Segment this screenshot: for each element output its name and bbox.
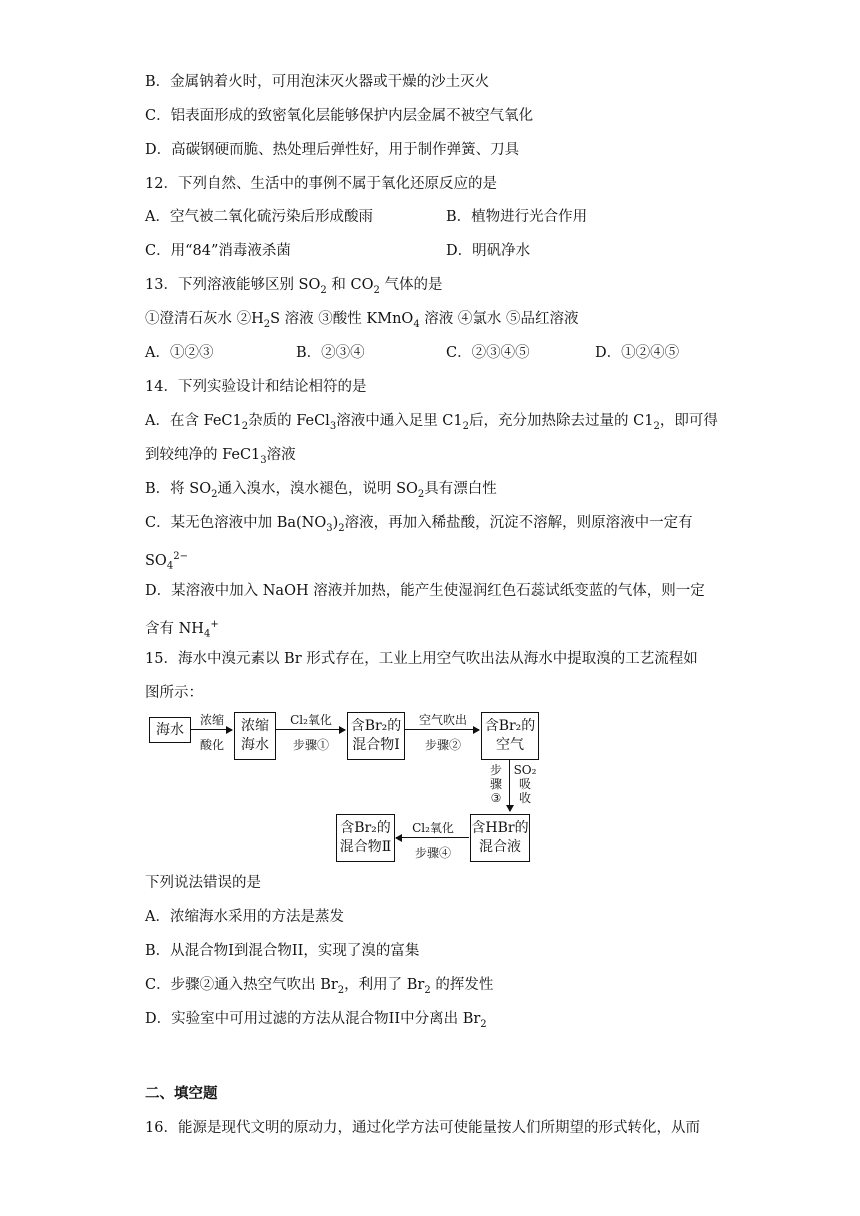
flow-label-step1: Cl₂氧化 步骤① bbox=[290, 713, 332, 752]
q14-option-c-line1: C．某无色溶液中加 $Ba(NO_3)_2$溶液，再加入稀盐酸，沉淀不溶解，则原溶液中一定有 bbox=[145, 515, 693, 534]
q12-option-a: A．空气被二氧化硫污染后形成酸雨 bbox=[145, 209, 373, 225]
q13-reagent-list: ①澄清石灰水 $②H_2S$ 溶液 ③酸性 KMnO$_4$ 溶液 ④氯水 ⑤品红溶液 bbox=[145, 311, 579, 330]
q15-stem-line1: 15．海水中溴元素以 Br 形式存在，工业上用空气吹出法从海水中提取溴的工艺流程如 bbox=[145, 651, 698, 667]
flow-box-mixture-1: 含Br₂的 混合物Ⅰ bbox=[347, 712, 405, 760]
q14-option-d-line1: D．某溶液中加入 NaOH 溶液并加热，能产生使湿润红色石蕊试纸变蓝的气体，则一定 bbox=[145, 583, 705, 599]
bromine-extraction-flowchart bbox=[140, 700, 580, 870]
q14-option-c-line2: $SO_4^{2-}$ bbox=[145, 551, 188, 572]
q15-option-b: B．从混合物I到混合物II，实现了溴的富集 bbox=[145, 943, 420, 959]
q15-question: 下列说法错误的是 bbox=[145, 875, 261, 891]
flow-box-bromine-air: 含Br₂的 空气 bbox=[481, 712, 539, 760]
flow-arrow-5 bbox=[396, 837, 469, 838]
q12-option-b: B．植物进行光合作用 bbox=[446, 209, 588, 225]
q14-stem: 14．下列实验设计和结论相符的是 bbox=[145, 379, 367, 395]
flow-label-concentrate: 浓缩 酸化 bbox=[199, 713, 224, 752]
q13-option-c: C．②③④⑤ bbox=[446, 345, 530, 361]
flow-arrow-2 bbox=[276, 729, 345, 730]
q14-option-b: B．将 $SO_2$通入溴水，溴水褪色，说明 $SO_2$具有漂白性 bbox=[145, 481, 497, 500]
flow-box-mixture-2: 含Br₂的 混合物Ⅱ bbox=[336, 814, 395, 862]
q13-option-b: B．②③④ bbox=[296, 345, 365, 361]
q12-option-c: C．用“84”消毒液杀菌 bbox=[145, 243, 291, 259]
q12-stem: 12．下列自然、生活中的事例不属于氧化还原反应的是 bbox=[145, 176, 497, 192]
q16-stem: 16．能源是现代文明的原动力，通过化学方法可使能量按人们所期望的形式转化，从而 bbox=[145, 1120, 700, 1136]
q15-option-c: C．步骤②通入热空气吹出 $Br_2$，利用了 $Br_2$ 的挥发性 bbox=[145, 977, 494, 996]
section-title: 二、填空题 bbox=[145, 1085, 218, 1102]
flow-arrow-4 bbox=[509, 760, 510, 811]
q11-option-b: B．金属钠着火时，可用泡沫灭火器或干燥的沙土灭火 bbox=[145, 74, 490, 90]
flow-box-hbr-mixture: 含HBr的 混合液 bbox=[470, 814, 530, 862]
q12-option-d: D．明矾净水 bbox=[446, 243, 531, 259]
q11-option-d: D．高碳钢硬而脆、热处理后弹性好，用于制作弹簧、刀具 bbox=[145, 142, 520, 158]
flow-label-step4: Cl₂氧化 步骤④ bbox=[412, 821, 454, 860]
flow-arrow-3 bbox=[405, 729, 479, 730]
q15-stem-line2: 图所示： bbox=[145, 685, 203, 701]
q14-option-d-line2: 含有 $NH_4^+$ bbox=[145, 619, 219, 640]
q15-option-d: D．实验室中可用过滤的方法从混合物II中分离出 $Br_2$ bbox=[145, 1011, 487, 1030]
q13-option-d: D．①②④⑤ bbox=[595, 345, 680, 361]
q14-option-a-line2: 到较纯净的 $FeC1_3$溶液 bbox=[145, 447, 296, 466]
q15-option-a: A．浓缩海水采用的方法是蒸发 bbox=[145, 909, 344, 925]
q14-option-a-line1: A．在含 $FeC1_2$杂质的 FeCl$_3$溶液中通入足里 $C1_2$后，充分加热除去过量的 $C1_2$，即可得 bbox=[145, 413, 718, 432]
flow-label-step2: 空气吹出 步骤② bbox=[418, 713, 467, 752]
q11-option-c: C．铝表面形成的致密氧化层能够保护内层金属不被空气氧化 bbox=[145, 108, 534, 124]
flow-arrow-1 bbox=[191, 729, 232, 730]
flow-box-concentrated-seawater: 浓缩 海水 bbox=[234, 712, 276, 760]
flow-box-seawater: 海水 bbox=[149, 717, 191, 743]
flow-label-step3: 步 骤 ③ bbox=[489, 763, 502, 805]
flow-label-so2-absorb: SO₂ 吸 收 bbox=[513, 763, 537, 805]
q13-option-a: A．①②③ bbox=[145, 345, 214, 361]
q13-stem: 13．下列溶液能够区别 $SO_2$ 和 $CO_2$ 气体的是 bbox=[145, 277, 443, 296]
